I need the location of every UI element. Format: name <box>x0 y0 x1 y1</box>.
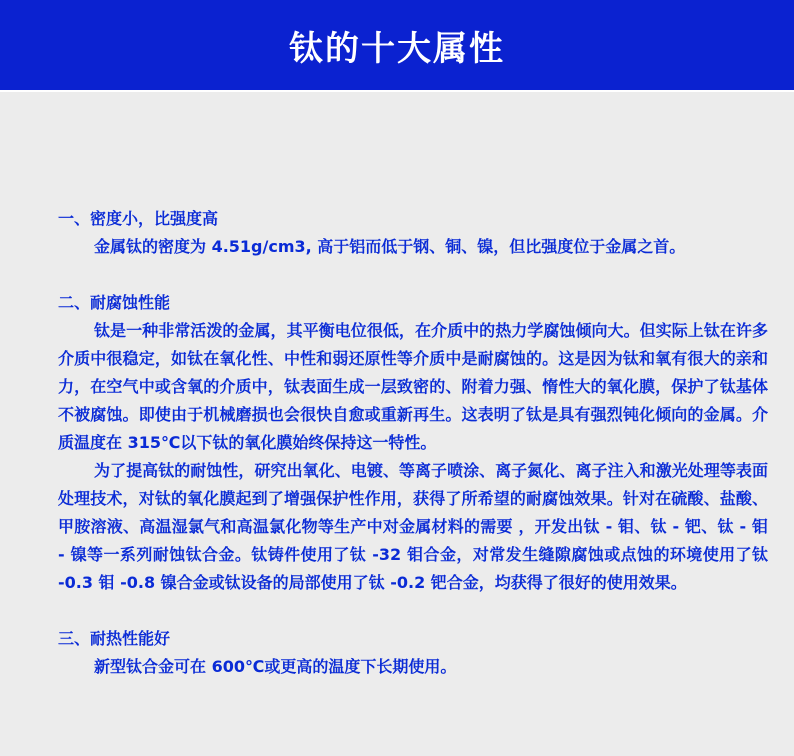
section-paragraph: 钛是一种非常活泼的金属，其平衡电位很低，在介质中的热力学腐蚀倾向大。但实际上钛在许多介质中很稳定，如钛在氧化性、中性和弱还原性等介质中是耐腐蚀的。这是因为钛和氧有很大的亲和力，在空气中或含氧的介质中，钛表面生成一层致密的、附着力强、惰性大的氧化膜，保护了钛基体不被腐蚀。即使由于机械磨损也会很快自愈或重新再生。这表明了钛是具有强烈钝化倾向的金属。介质温度在 315℃以下钛的氧化膜始终保持这一特性。 <box>58 321 768 452</box>
section-spacer <box>58 261 768 289</box>
article-body <box>58 205 768 681</box>
section-heading: 一、密度小，比强度高 <box>58 209 219 228</box>
section-paragraph: 新型钛合金可在 600℃或更高的温度下长期使用。 <box>94 657 457 676</box>
page-title: 钛的十大属性 <box>289 28 505 69</box>
section-heading: 二、耐腐蚀性能 <box>58 293 171 312</box>
section-density <box>58 205 768 261</box>
title-banner <box>0 0 794 92</box>
section-paragraph: 为了提高钛的耐蚀性，研究出氧化、电镀、等离子喷涂、离子氮化、离子注入和激光处理等表面处理技术，对钛的氧化膜起到了增强保护性作用，获得了所希望的耐腐蚀效果。针对在硫酸、盐酸、甲胺溶液、高温湿氯气和高温氯化物等生产中对金属材料的需要 ，开发出钛 - 钼、钛 - 钯、钛 - 钼 - 镍等一系列耐蚀钛合金。钛铸件使用了钛 -32 钼合金，对常发生缝隙腐蚀或点蚀的环境使用了钛 -0.3 钼 -0.8 镍合金或钛设备的局部使用了钛 -0.2 钯合金，均获得了很好的使用效果。 <box>58 461 768 592</box>
section-corrosion <box>58 289 768 597</box>
section-spacer <box>58 597 768 625</box>
section-heading: 三、耐热性能好 <box>58 629 171 648</box>
section-heat <box>58 625 768 681</box>
section-paragraph: 金属钛的密度为 4.51g/cm3, 高于铝而低于钢、铜、镍，但比强度位于金属之首。 <box>94 237 686 256</box>
